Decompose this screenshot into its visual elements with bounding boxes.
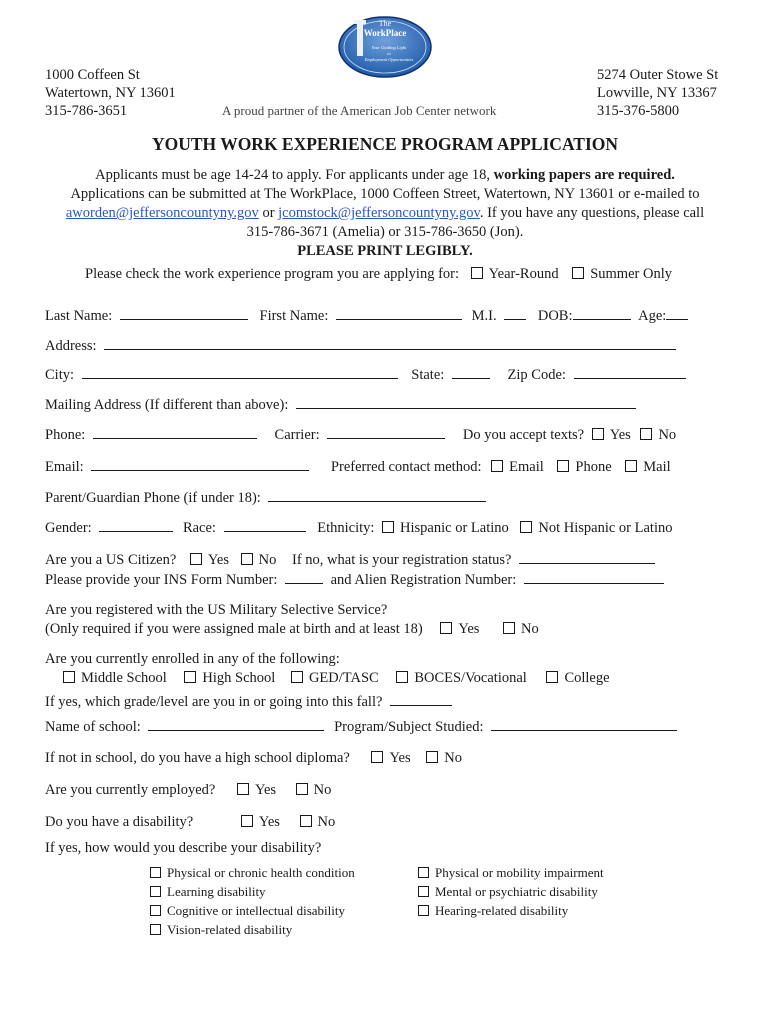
employed-no-checkbox[interactable] — [296, 783, 308, 795]
parent-phone-row — [45, 490, 486, 507]
mental-checkbox[interactable] — [418, 886, 429, 897]
dob-field[interactable] — [573, 308, 631, 320]
disability-list-left — [150, 863, 355, 939]
selective-no-checkbox[interactable] — [503, 622, 515, 634]
first-name-field[interactable] — [336, 308, 462, 320]
cognitive-checkbox[interactable] — [150, 905, 161, 916]
program-studied-field[interactable] — [491, 719, 677, 731]
citizen-no-checkbox[interactable] — [241, 553, 253, 565]
last-name-label: Last Name: — [45, 308, 113, 324]
address-label: Address: — [45, 338, 97, 354]
citizen-row — [45, 552, 655, 569]
disability-no-checkbox[interactable] — [300, 815, 312, 827]
city-row — [45, 367, 686, 384]
selective-service-block — [45, 601, 539, 639]
right-phone: 315-376-5800 — [597, 103, 680, 119]
middle-school-label: Middle School — [81, 670, 167, 686]
carrier-label: Carrier: — [274, 427, 320, 443]
dob-label: DOB: — [537, 308, 573, 324]
list-item — [150, 882, 355, 901]
first-name-label: First Name: — [259, 308, 329, 324]
contact-email-label: Email — [509, 459, 544, 475]
ins-field[interactable] — [285, 572, 323, 584]
alien-field[interactable] — [524, 572, 664, 584]
address-field[interactable] — [104, 338, 676, 350]
diploma-yes-checkbox[interactable] — [371, 751, 383, 763]
year-round-checkbox[interactable] — [471, 267, 483, 279]
city-label: City: — [45, 367, 75, 383]
ins-label: Please provide your INS Form Number: — [45, 572, 278, 588]
disability-list-right — [418, 863, 604, 920]
city-field[interactable] — [82, 367, 398, 379]
intro-line2: Applications can be submitted at The WorkPlace, 1000 Coffeen Street, Watertown, NY 13601 or e-mailed to — [70, 186, 700, 202]
texts-yes-label: Yes — [609, 427, 631, 443]
email-label: Email: — [45, 459, 84, 475]
contact-email-checkbox[interactable] — [491, 460, 503, 472]
list-item — [150, 901, 355, 920]
phone-row — [45, 427, 676, 444]
physical-chronic-label: Physical or chronic health condition — [167, 865, 355, 880]
disability-label: Do you have a disability? — [45, 814, 194, 830]
vision-label: Vision-related disability — [167, 922, 293, 937]
selective-question: Are you registered with the US Military Selective Service? — [45, 602, 388, 618]
texts-label: Do you accept texts? — [462, 427, 585, 443]
vision-checkbox[interactable] — [150, 924, 161, 935]
program-question-row — [85, 266, 672, 283]
ged-tasc-label: GED/TASC — [308, 670, 379, 686]
mental-label: Mental or psychiatric disability — [435, 884, 598, 899]
employed-label: Are you currently employed? — [45, 782, 216, 798]
employed-row — [45, 782, 331, 799]
selective-no-label: No — [521, 621, 539, 637]
working-papers-note: working papers are required. — [493, 167, 675, 183]
logo-the: The — [378, 19, 392, 28]
list-item — [418, 901, 604, 920]
logo-employment: Employment Opportunities — [364, 57, 414, 62]
boces-checkbox[interactable] — [396, 671, 408, 683]
hearing-checkbox[interactable] — [418, 905, 429, 916]
phone-field[interactable] — [93, 427, 257, 439]
contact-label: Preferred contact method: — [330, 459, 482, 475]
email-link-jcomstock[interactable]: jcomstock@jeffersoncountyny.gov — [278, 205, 480, 221]
gender-field[interactable] — [99, 520, 173, 532]
logo-guiding: Your Guiding Light — [371, 45, 407, 50]
cognitive-label: Cognitive or intellectual disability — [167, 903, 345, 918]
mailing-field[interactable] — [296, 397, 636, 409]
program-question: Please check the work experience program you are applying for: — [85, 266, 460, 282]
email-link-aworden[interactable]: aworden@jeffersoncountyny.gov — [65, 205, 259, 221]
enrollment-options — [63, 670, 610, 687]
age-field[interactable] — [666, 308, 688, 320]
summer-only-label: Summer Only — [590, 266, 672, 282]
texts-no-label: No — [658, 427, 677, 443]
middle-school-checkbox[interactable] — [63, 671, 75, 683]
college-label: College — [564, 670, 610, 686]
workplace-logo — [337, 12, 433, 78]
right-office-address — [597, 66, 718, 120]
zip-field[interactable] — [574, 367, 686, 379]
learning-checkbox[interactable] — [150, 886, 161, 897]
citizen-label: Are you a US Citizen? — [45, 552, 177, 568]
intro-line4: 315-786-3671 (Amelia) or 315-786-3650 (Jon). — [246, 224, 524, 240]
diploma-no-checkbox[interactable] — [426, 751, 438, 763]
left-phone: 315-786-3651 — [45, 103, 128, 119]
describe-label: If yes, how would you describe your disability? — [45, 840, 322, 856]
school-label: Name of school: — [45, 719, 141, 735]
disability-row — [45, 814, 335, 831]
disability-no-label: No — [317, 814, 336, 830]
email-row — [45, 459, 671, 476]
employed-yes-label: Yes — [254, 782, 277, 798]
phone-label: Phone: — [45, 427, 86, 443]
age-label: Age: — [638, 308, 667, 324]
not-hispanic-label: Not Hispanic or Latino — [538, 520, 673, 536]
carrier-field[interactable] — [327, 427, 445, 439]
selective-note: (Only required if you were assigned male at birth and at least 18) — [45, 621, 423, 637]
employed-no-label: No — [313, 782, 332, 798]
high-school-checkbox[interactable] — [184, 671, 196, 683]
address-row — [45, 338, 676, 355]
hearing-label: Hearing-related disability — [435, 903, 569, 918]
diploma-row — [45, 750, 462, 767]
school-field[interactable] — [148, 719, 324, 731]
contact-phone-label: Phone — [575, 459, 612, 475]
physical-chronic-checkbox[interactable] — [150, 867, 161, 878]
parent-phone-label: Parent/Guardian Phone (if under 18): — [45, 490, 261, 506]
learning-label: Learning disability — [167, 884, 266, 899]
demographics-row — [45, 520, 673, 537]
diploma-yes-label: Yes — [389, 750, 411, 766]
registration-label: If no, what is your registration status? — [292, 552, 512, 568]
mi-label: M.I. — [471, 308, 497, 324]
summer-only-checkbox[interactable] — [572, 267, 584, 279]
list-item — [150, 863, 355, 882]
print-legibly: PLEASE PRINT LEGIBLY. — [297, 243, 473, 259]
left-city: Watertown, NY 13601 — [45, 85, 176, 101]
alien-label: and Alien Registration Number: — [330, 572, 517, 588]
ethnicity-label: Ethnicity: — [317, 520, 375, 536]
diploma-no-label: No — [444, 750, 462, 766]
enrolled-question: Are you currently enrolled in any of the following: — [45, 651, 340, 667]
grade-label: If yes, which grade/level are you in or going into this fall? — [45, 694, 383, 710]
intro-line1: Applicants must be age 14-24 to apply. For applicants under age 18, — [95, 167, 494, 183]
race-label: Race: — [182, 520, 216, 536]
grade-row — [45, 694, 452, 711]
state-field[interactable] — [452, 367, 490, 379]
school-row — [45, 719, 677, 736]
mobility-checkbox[interactable] — [418, 867, 429, 878]
mobility-label: Physical or mobility impairment — [435, 865, 604, 880]
last-name-field[interactable] — [120, 308, 248, 320]
program-studied-label: Program/Subject Studied: — [334, 719, 484, 735]
name-row — [45, 308, 688, 325]
mi-field[interactable] — [504, 308, 526, 320]
parent-phone-field[interactable] — [268, 490, 486, 502]
logo-workplace: WorkPlace — [363, 28, 407, 38]
grade-field[interactable] — [390, 694, 452, 706]
not-hispanic-checkbox[interactable] — [520, 521, 532, 533]
high-school-label: High School — [202, 670, 276, 686]
mailing-row — [45, 397, 636, 414]
left-street: 1000 Coffeen St — [45, 67, 140, 83]
texts-yes-checkbox[interactable] — [592, 428, 604, 440]
list-item — [418, 863, 604, 882]
email-field[interactable] — [91, 459, 309, 471]
contact-phone-checkbox[interactable] — [557, 460, 569, 472]
gender-label: Gender: — [45, 520, 92, 536]
mailing-label: Mailing Address (If different than above): — [45, 397, 289, 413]
citizen-yes-label: Yes — [207, 552, 230, 568]
zip-label: Zip Code: — [507, 367, 566, 383]
intro-line3-end: . If you have any questions, please call — [479, 205, 705, 221]
registration-field[interactable] — [519, 552, 655, 564]
tagline: A proud partner of the American Job Center network — [222, 103, 497, 118]
ged-tasc-checkbox[interactable] — [291, 671, 303, 683]
contact-mail-label: Mail — [643, 459, 671, 475]
intro-paragraph: Applicants must be age 14-24 to apply. For applicants under age 18, working papers are required. Applications can be submitted at The WorkPlace, 1000 Coffeen Street, Watertown, NY 13601 or e-mailed to aworden@jeffersoncountyny.gov or jcomstock@jeffersoncountyny.gov. If you have any questions, please call 315-786-3671 (Amelia) or 315-786-3650 (Jon). PLEASE PRINT LEGIBLY. — [0, 166, 770, 261]
disability-yes-label: Yes — [258, 814, 280, 830]
citizen-yes-checkbox[interactable] — [190, 553, 202, 565]
selective-yes-checkbox[interactable] — [440, 622, 452, 634]
right-city: Lowville, NY 13367 — [597, 85, 717, 101]
citizen-no-label: No — [258, 552, 277, 568]
employed-yes-checkbox[interactable] — [237, 783, 249, 795]
hispanic-label: Hispanic or Latino — [400, 520, 509, 536]
race-field[interactable] — [224, 520, 306, 532]
hispanic-checkbox[interactable] — [382, 521, 394, 533]
logo-to: to — [387, 51, 391, 56]
selective-yes-label: Yes — [458, 621, 480, 637]
list-item — [418, 882, 604, 901]
disability-yes-checkbox[interactable] — [241, 815, 253, 827]
year-round-label: Year-Round — [488, 266, 559, 282]
boces-label: BOCES/Vocational — [414, 670, 527, 686]
state-label: State: — [411, 367, 445, 383]
diploma-label: If not in school, do you have a high school diploma? — [45, 750, 350, 766]
texts-no-checkbox[interactable] — [640, 428, 652, 440]
college-checkbox[interactable] — [546, 671, 558, 683]
form-title: YOUTH WORK EXPERIENCE PROGRAM APPLICATION — [151, 134, 619, 154]
right-street: 5274 Outer Stowe St — [597, 67, 719, 83]
left-office-address — [45, 66, 176, 120]
list-item — [150, 920, 355, 939]
ins-row — [45, 572, 664, 589]
contact-mail-checkbox[interactable] — [625, 460, 637, 472]
